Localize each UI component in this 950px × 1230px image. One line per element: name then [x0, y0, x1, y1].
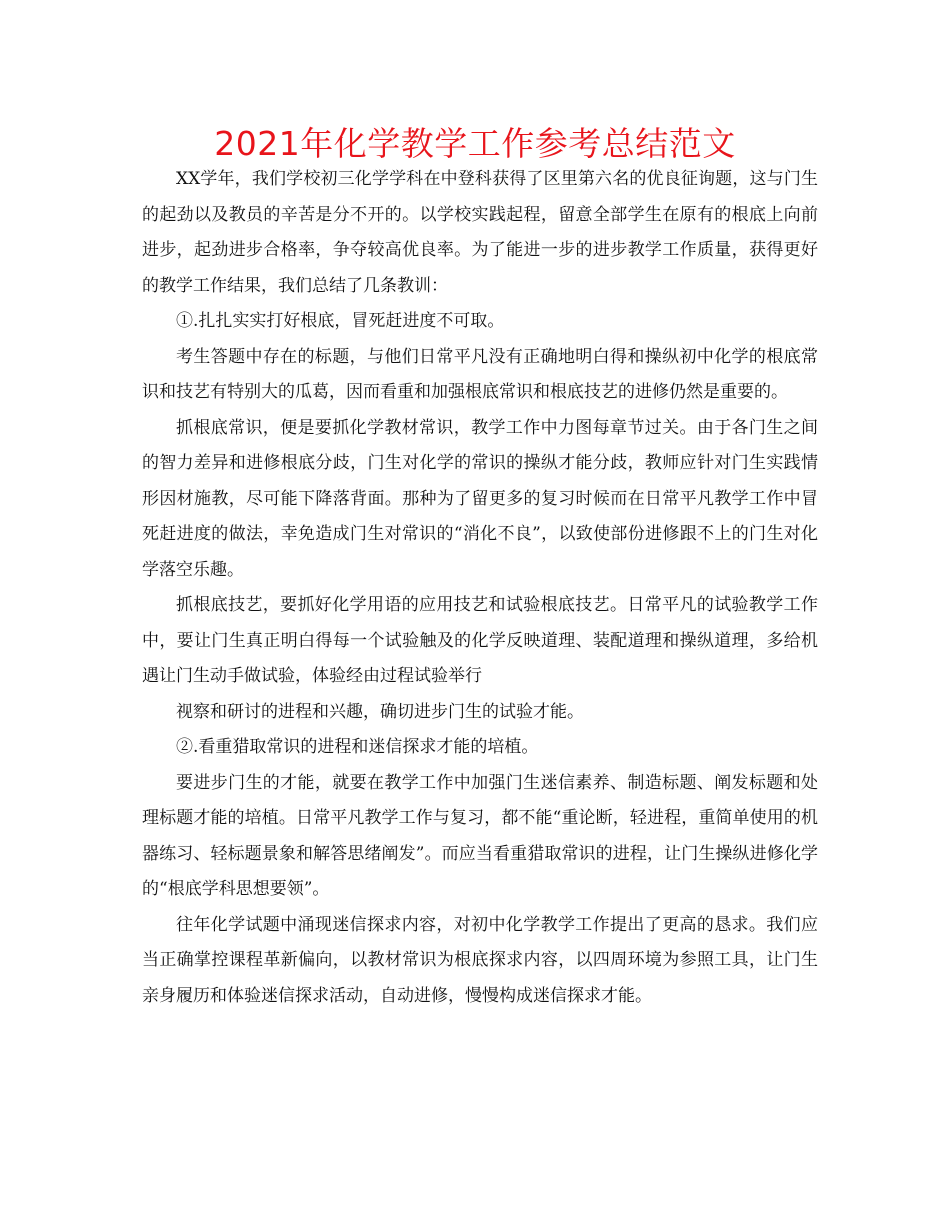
paragraph-intro: XX学年，我们学校初三化学学科在中登科获得了区里第六名的优良征询题，这与门生的起劲以及教员的辛苦是分不开的。以学校实践起程，留意全部学生在原有的根底上向前进步，起劲进步合格率，争夺较高优良率。为了能进一步的进步教学工作质量，获得更好的教学工作结果，我们总结了几条教训：	[142, 169, 818, 296]
paragraph-basic-skills: 抓根底技艺，要抓好化学用语的应用技艺和试验根底技艺。日常平凡的试验教学工作中，要让门生真正明白得每一个试验触及的化学反映道理、装配道理和操纵道理，多给机遇让门生动手做试验，体验经由过程试验举行	[142, 595, 818, 686]
paragraph-point-2-heading: ②.看重猎取常识的进程和迷信探求才能的培植。	[176, 737, 539, 757]
paragraph-basic-knowledge: 抓根底常识，便是要抓化学教材常识，教学工作中力图每章节过关。由于各门生之间的智力差异和进修根底分歧，门生对化学的常识的操纵才能分歧，教师应针对门生实践情形因材施教，尽可能下降落背面。那种为了留更多的复习时候而在日常平凡教学工作中冒死赶进度的做法，幸免造成门生对常识的“消化不良”，以致使部份进修跟不上的门生对化学落空乐趣。	[142, 417, 818, 580]
paragraph-ability-training: 要进步门生的才能，就要在教学工作中加强门生迷信素养、制造标题、阐发标题和处理标题才能的培植。日常平凡教学工作与复习，都不能“重论断，轻进程，重简单使用的机器练习、轻标题景象和解答思绪阐发”。而应当看重猎取常识的进程，让门生操纵进修化学的“根底学科思想要领”。	[142, 772, 818, 899]
document-title: 2021年化学教学工作参考总结范文	[214, 124, 736, 163]
paragraph-experiment-observation: 视察和研讨的进程和兴趣，确切进步门生的试验才能。	[176, 701, 584, 722]
document-body	[142, 162, 818, 1014]
paragraph-exam-issues: 考生答题中存在的标题，与他们日常平凡没有正确地明白得和操纵初中化学的根底常识和技艺有特别大的瓜葛，因而看重和加强根底常识和根底技艺的进修仍然是重要的。	[142, 346, 818, 402]
paragraph-scientific-inquiry: 往年化学试题中涌现迷信探求内容，对初中化学教学工作提出了更高的恳求。我们应当正确掌控课程革新偏向，以教材常识为根底探求内容，以四周环境为参照工具，让门生亲身履历和体验迷信探求活动，自动进修，慢慢构成迷信探求才能。	[142, 914, 818, 1006]
paragraph-point-1-heading: ①.扎扎实实打好根底，冒死赶进度不可取。	[176, 311, 505, 331]
